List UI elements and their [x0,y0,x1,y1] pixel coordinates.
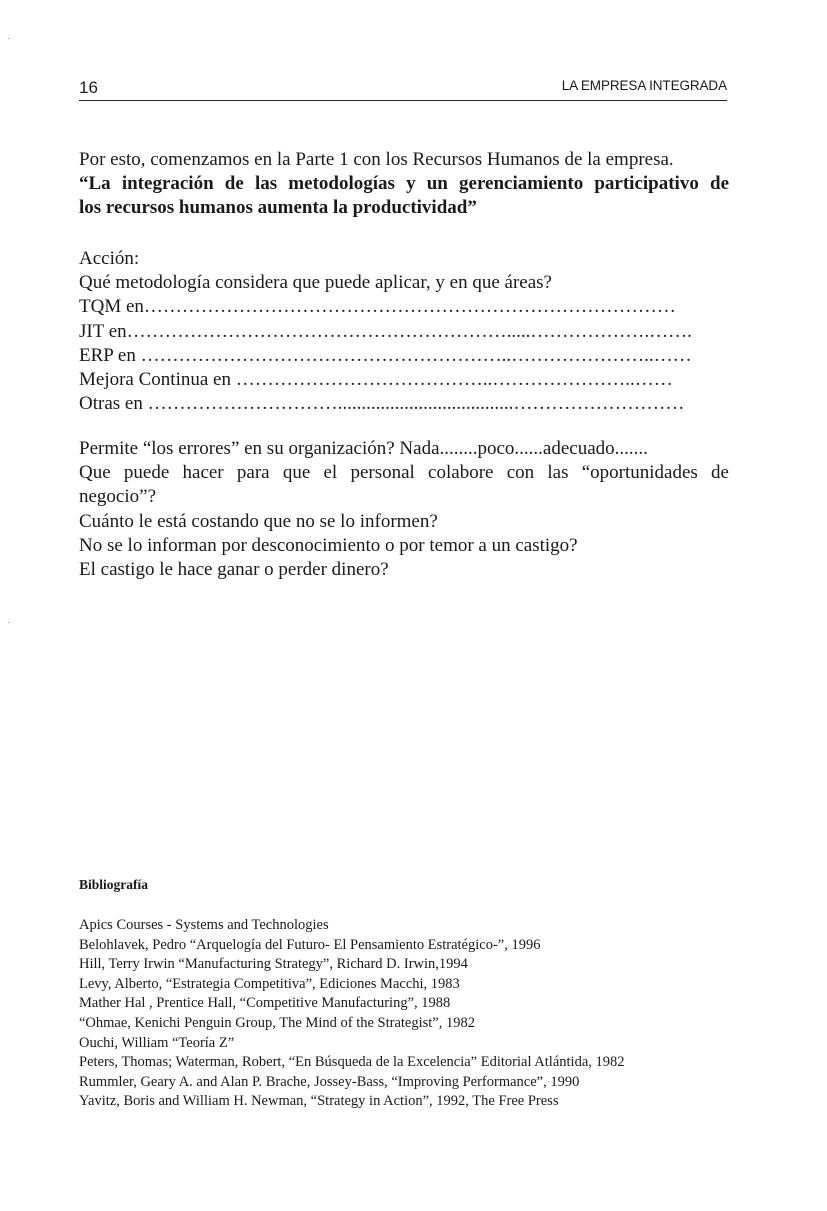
intro-line: Por esto, comenzamos en la Parte 1 con los Recursos Humanos de la empresa. [79,149,674,170]
bibliography-entry: Peters, Thomas; Waterman, Robert, “En Búsqueda de la Excelencia” Editorial Atlántida, 1982 [79,1054,625,1071]
question-reason: No se lo informan por desconocimiento o por temor a un castigo? [79,534,578,556]
question-errors: Permite “los errores” en su organización? Nada........poco......adecuado....... [79,438,648,459]
bibliography-entry: Hill, Terry Irwin “Manufacturing Strategy”, Richard D. Irwin,1994 [79,956,468,973]
bibliography-entry: Levy, Alberto, “Estrategia Competitiva”, Ediciones Macchi, 1983 [79,975,460,992]
bibliography-entry: Yavitz, Boris and William H. Newman, “Strategy in Action”, 1992, The Free Press [79,1093,559,1110]
question-punishment: El castigo le hace ganar o perder dinero? [79,559,389,581]
bibliography-entry: Rummler, Geary A. and Alan P. Brache, Jossey-Bass, “Improving Performance”, 1990 [79,1073,580,1090]
fill-in-line-erp: ERP en …………………………………………………..…………………..…… [79,344,692,366]
scan-mark [8,622,9,623]
page-header [79,74,727,101]
question-opportunities: Que puede hacer para que el personal colabore con las “oportunidades de [79,462,729,484]
action-section [79,247,729,416]
question-opportunities-cont: negocio”? [79,486,157,508]
quote-line: “La integración de las metodologías y un gerenciamiento participativo de [79,173,729,195]
bibliography-entry: Mather Hal , Prentice Hall, “Competitive Manufacturing”, 1988 [79,995,451,1012]
bibliography-entry: Apics Courses - Systems and Technologies [79,917,329,933]
fill-in-line-jit: JIT en…………………………………………………….....……………….……. [79,320,692,342]
scan-mark [8,38,9,39]
questions-section [79,437,729,582]
fill-in-line-mejora-continua: Mejora Continua en …………………………………..…………………..…… [79,369,673,391]
fill-in-line-otras: Otras en ………………………….....................................……………………… [79,393,685,415]
quote-line: los recursos humanos aumenta la productividad” [79,197,477,219]
bibliography-entry: Ouchi, William “Teoría Z” [79,1034,235,1051]
running-title: LA EMPRESA INTEGRADA [561,78,727,93]
bibliography-heading: Bibliografía [79,877,149,892]
bibliography-list [79,916,729,1112]
bibliography-entry: Belohlavek, Pedro “Arquelogía del Futuro- El Pensamiento Estratégico-”, 1996 [79,936,541,953]
intro-paragraph [79,148,729,221]
action-question: Qué metodología considera que puede aplicar, y en que áreas? [79,272,552,294]
bibliography-entry: “Ohmae, Kenichi Penguin Group, The Mind of the Strategist”, 1982 [79,1014,475,1031]
question-cost: Cuánto le está costando que no se lo informen? [79,510,438,532]
page-number: 16 [79,78,98,97]
action-title: Acción: [79,248,140,269]
fill-in-line-tqm: TQM en………………………………………………………………………… [79,296,676,318]
